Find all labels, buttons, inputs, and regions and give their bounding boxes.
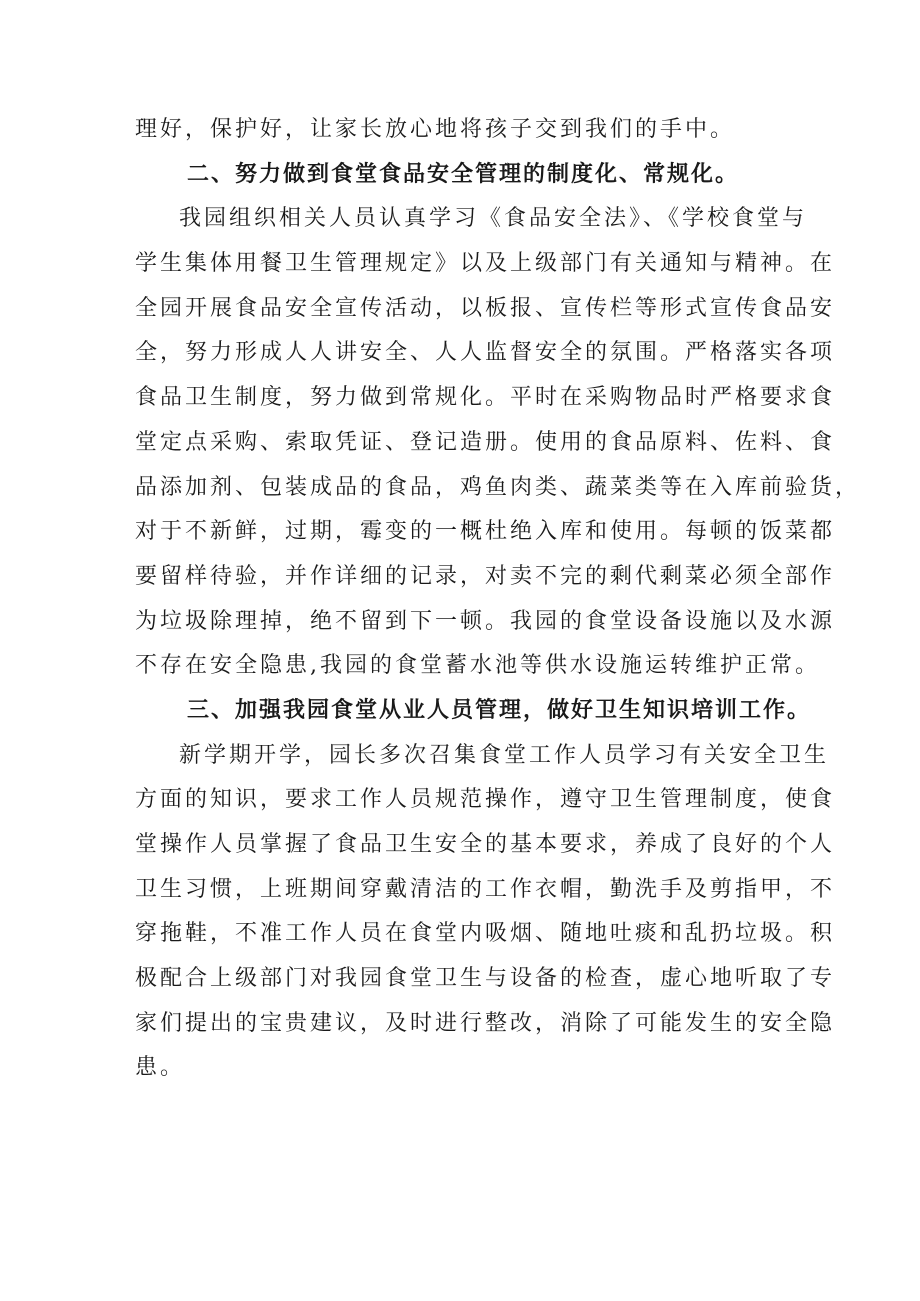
section-heading: 二、努力做到食堂食品安全管理的制度化、常规化。 [187, 161, 740, 187]
text-line: 堂定点采购、索取凭证、登记造册。使用的食品原料、佐料、食 [135, 429, 836, 455]
text-line: 极配合上级部门对我园食堂卫生与设备的检查，虚心地听取了专 [135, 966, 836, 992]
text-line: 理好，保护好，让家长放心地将孩子交到我们的手中。 [135, 117, 736, 142]
text-line: 对于不新鲜，过期，霉变的一概杜绝入库和使用。每顿的饭菜都 [135, 519, 836, 545]
text-line: 患。 [135, 1055, 186, 1081]
text-line: 不存在安全隐患,我园的食堂蓄水池等供水设施运转维护正常。 [135, 653, 820, 679]
section-heading: 三、加强我园食堂从业人员管理，做好卫生知识培训工作。 [187, 697, 812, 723]
text-line: 堂操作人员掌握了食品卫生安全的基本要求，养成了良好的个人 [135, 832, 836, 857]
paragraph [135, 734, 836, 1092]
text-line: 穿拖鞋，不准工作人员在食堂内吸烟、随地吐痰和乱扔垃圾。积 [135, 921, 836, 947]
text-line: 为垃圾除理掉，绝不留到下一顿。我园的食堂设备设施以及水源 [135, 608, 836, 634]
text-line: 新学期开学，园长多次召集食堂工作人员学习有关安全卫生 [179, 742, 830, 768]
paragraph-intro-tail [135, 108, 795, 153]
section-3 [135, 689, 836, 1091]
paragraph [135, 197, 861, 689]
section-2 [135, 153, 861, 689]
text-line: 卫生习惯，上班期间穿戴清洁的工作衣帽，勤洗手及剪指甲，不 [135, 876, 836, 902]
text-line: 学生集体用餐卫生管理规定》以及上级部门有关通知与精神。在 [135, 251, 836, 277]
document-page [135, 108, 861, 1091]
text-line: 我园组织相关人员认真学习《食品安全法》、《学校食堂与 [179, 206, 808, 232]
text-line: 方面的知识，要求工作人员规范操作，遵守卫生管理制度，使食 [135, 787, 836, 813]
text-line: 全，努力形成人人讲安全、人人监督安全的氛围。严格落实各项 [135, 340, 836, 366]
text-line: 全园开展食品安全宣传活动，以板报、宣传栏等形式宣传食品安 [135, 295, 836, 321]
text-line: 食品卫生制度，努力做到常规化。平时在采购物品时严格要求食 [135, 385, 836, 411]
text-line: 家们提出的宝贵建议，及时进行整改，消除了可能发生的安全隐 [135, 1010, 836, 1036]
text-line: 品添加剂、包装成品的食品，鸡鱼肉类、蔬菜类等在入库前验货， [135, 474, 861, 500]
text-line: 要留样待验，并作详细的记录，对卖不完的剩代剩菜必须全部作 [135, 563, 836, 589]
